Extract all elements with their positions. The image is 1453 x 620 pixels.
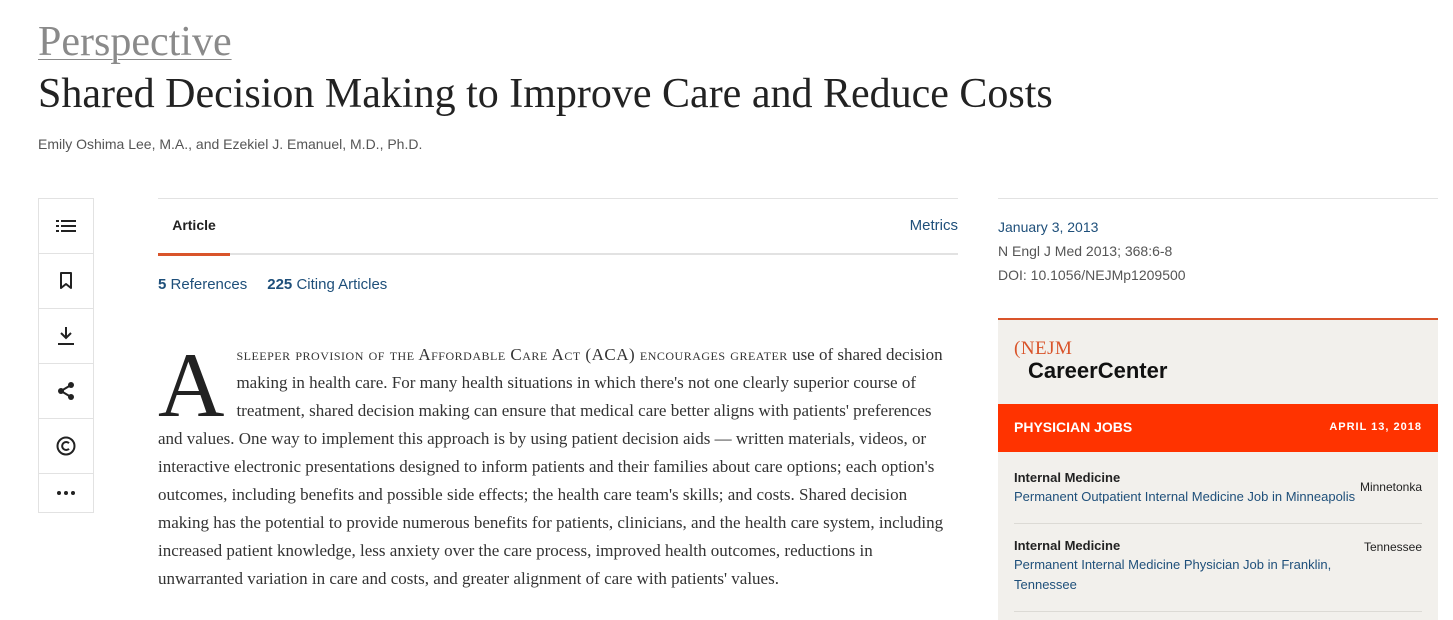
job-listing [1014,470,1422,524]
lead-in-text: sleeper provision of the Affordable Care Act (ACA) encourages greater [236,345,788,364]
references-bar [158,276,387,293]
career-center-logo[interactable] [1014,338,1168,383]
body-paragraph: use of shared decision making in health care. For many health situations in which there's not one clearly superior course of treatment, shared decision making can ensure that medical care better aligns with patients' preferences and values. One way to implement this approach is by using patient decision aids — written materials, videos, or interactive electronic presentations designed to inform patients and their families about care options; each option's outcomes, including benefits and possible side effects; the health care team's skills; and costs. Shared decision making has the potential to provide numerous benefits for patients, clinicians, and the health care system, including increased patient knowledge, less anxiety over the care process, improved health outcomes, reductions in unwarranted variation in care and costs, and greater alignment of care with patients' values. [158,345,944,588]
bookmark-button[interactable] [39,254,93,309]
job-category: Internal Medicine [1014,470,1121,485]
article-body [158,334,958,593]
tab-metrics[interactable]: Metrics [909,217,958,234]
more-icon [56,490,76,496]
copyright-icon [56,436,76,456]
job-title-link[interactable]: Permanent Outpatient Internal Medicine Job in Minneapolis [1014,489,1356,504]
article-title: Shared Decision Making to Improve Care and Reduce Costs [38,71,1053,117]
physician-jobs-date: APRIL 13, 2018 [1329,421,1422,433]
physician-jobs-title: PHYSICIAN JOBS [1014,419,1133,435]
references-count: 5 [158,276,167,293]
references-label: References [170,276,248,293]
share-button[interactable] [39,364,93,419]
article-tabs [158,198,958,255]
article-toolbar [38,198,94,513]
tab-article[interactable]: Article [158,199,230,256]
physician-jobs-header [998,404,1438,452]
download-icon [57,326,75,346]
share-icon [57,382,75,400]
download-button[interactable] [39,309,93,364]
career-center-logo-text: CareerCenter [1028,358,1168,383]
bookmark-icon [59,272,73,290]
drop-cap: A [158,334,225,436]
doi: DOI: 10.1056/NEJMp1209500 [998,267,1186,283]
citing-label: Citing Articles [296,276,388,293]
nejm-logo-text: (NEJM [1014,338,1073,359]
job-location: Minnetonka [1359,480,1422,494]
article-authors: Emily Oshima Lee, M.A., and Ezekiel J. Emanuel, M.D., Ph.D. [38,136,423,152]
citing-articles-link[interactable] [267,276,387,293]
references-link[interactable] [158,276,247,293]
permissions-button[interactable] [39,419,93,474]
career-center-panel [998,318,1438,620]
job-category: Internal Medicine [1014,538,1121,553]
journal-citation: N Engl J Med 2013; 368:6-8 [998,243,1173,259]
list-icon [56,218,76,234]
citing-count: 225 [267,276,293,293]
job-title-link[interactable]: Permanent Internal Medicine Physician Job in Franklin, Tennessee [1014,557,1332,592]
more-button[interactable] [39,474,93,512]
publication-date[interactable]: January 3, 2013 [998,219,1099,235]
toc-button[interactable] [39,199,93,254]
job-location: Tennessee [1363,540,1422,554]
publication-info [998,198,1438,287]
job-listing [1014,538,1422,612]
article-category-link[interactable]: Perspective [38,19,232,65]
article-main [158,198,958,588]
